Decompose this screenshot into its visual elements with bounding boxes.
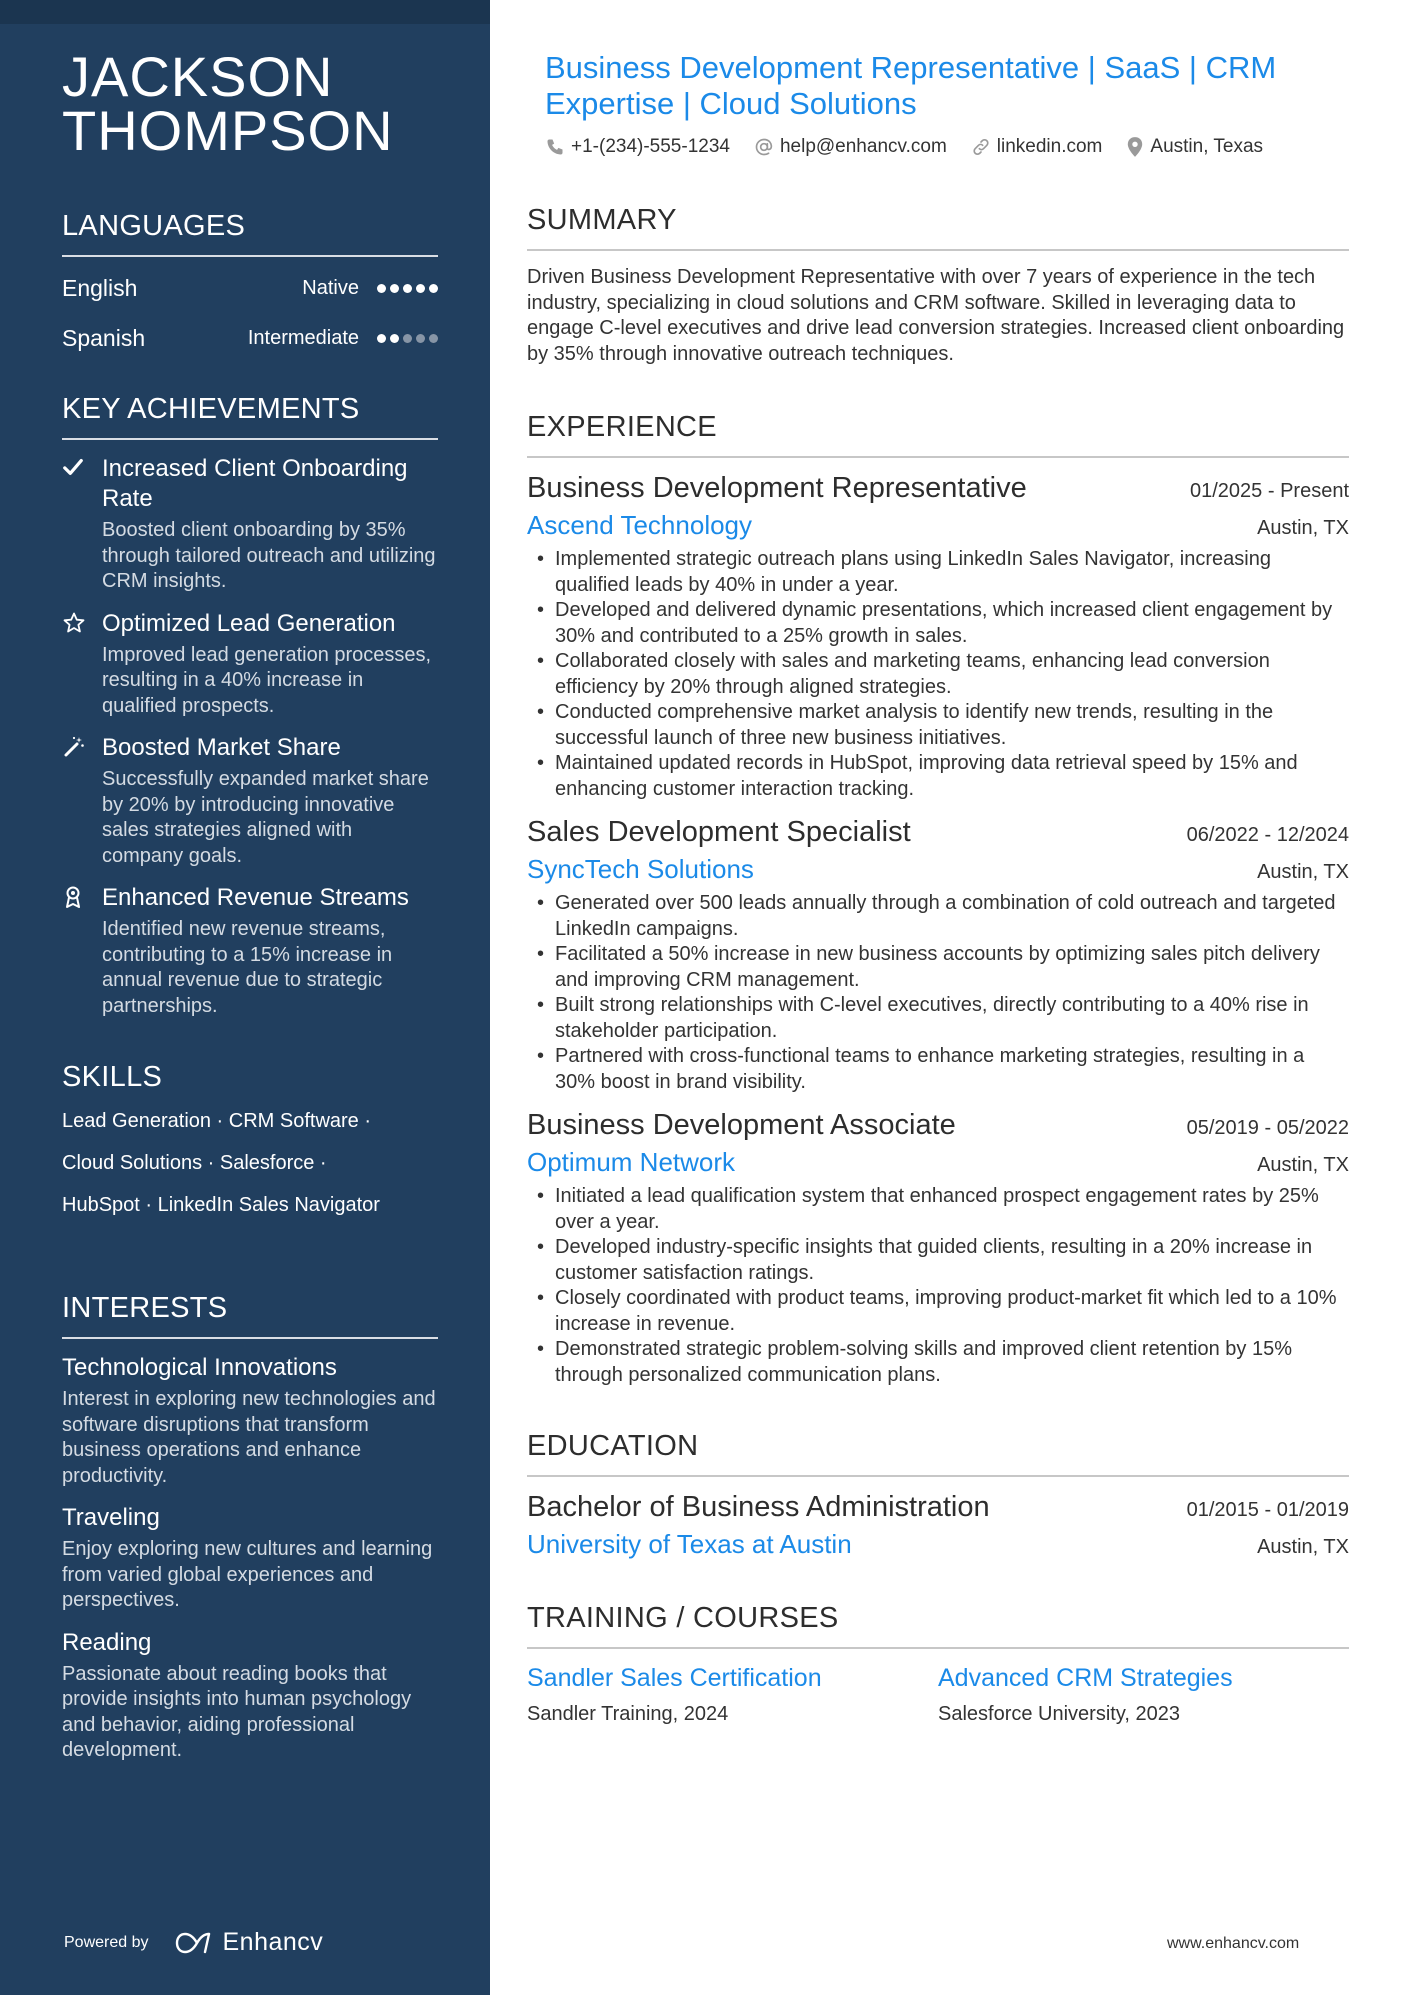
contact-phone[interactable] [545, 136, 730, 158]
interest-desc: Enjoy exploring new cultures and learning from varied global experiences and perspectives. [62, 1538, 433, 1611]
rating-dot [390, 334, 399, 343]
languages-section [62, 210, 438, 363]
job-bullets [527, 547, 1349, 802]
rating-dot [416, 334, 425, 343]
rating-dot [377, 284, 386, 293]
achievement-title: Boosted Market Share [102, 734, 341, 761]
degree-title: Bachelor of Business Administration [527, 1491, 990, 1523]
rating-dot [403, 284, 412, 293]
link-icon [971, 137, 991, 157]
headline: Business Development Representative | SaaS | CRM Expertise | Cloud Solutions [545, 50, 1277, 121]
job-location: Austin, TX [1257, 861, 1349, 883]
interest-title: Reading [62, 1628, 152, 1656]
interest-item [62, 1503, 438, 1614]
course-org: Salesforce University, 2023 [938, 1703, 1180, 1725]
rating-dot [390, 284, 399, 293]
interest-title: Traveling [62, 1504, 160, 1531]
job-title: Business Development Representative [527, 472, 1027, 504]
course-org: Sandler Training, 2024 [527, 1703, 729, 1725]
achievement-desc: Improved lead generation processes, resulting in a 40% increase in qualified prospects. [102, 643, 432, 717]
powered-by [64, 1928, 323, 1957]
job-title: Sales Development Specialist [527, 816, 911, 848]
achievement-item [62, 609, 438, 720]
job-date: 01/2025 - Present [1190, 480, 1349, 502]
language-rating-dots [377, 334, 438, 343]
experience-section [527, 411, 1349, 1388]
sidebar [0, 0, 490, 1995]
job-entry [527, 814, 1349, 1095]
job-bullet: • Implemented strategic outreach plans using LinkedIn Sales Navigator, increasing qualified leads by 40% in under a year. [527, 547, 1349, 598]
job-bullet: • Built strong relationships with C-level executives, directly contributing to a 40% rise in stakeholder participation. [527, 993, 1349, 1044]
job-entry [527, 1107, 1349, 1388]
company-name: Optimum Network [527, 1147, 736, 1177]
job-bullet: • Facilitated a 50% increase in new business accounts by optimizing sales pitch delivery and improving CRM management. [527, 942, 1349, 993]
language-rating-dots [377, 284, 438, 293]
language-level: Native [302, 276, 359, 299]
experience-title: EXPERIENCE [527, 411, 1349, 458]
contact-bar [527, 136, 1349, 158]
school-name: University of Texas at Austin [527, 1529, 852, 1559]
language-name: Spanish [62, 324, 146, 351]
achievements-section [62, 393, 438, 1019]
award-ribbon-icon [62, 883, 102, 1019]
job-title: Business Development Associate [527, 1109, 956, 1141]
location-pin-icon [1126, 136, 1144, 158]
skills-line: Cloud Solutions · Salesforce · [62, 1152, 327, 1174]
job-bullet: • Closely coordinated with product teams, improving product-market fit which led to a 10% increase in revenue. [527, 1286, 1349, 1337]
job-bullet: • Demonstrated strategic problem-solving skills and improved client retention by 15% through personalized communication plans. [527, 1337, 1349, 1388]
star-icon [62, 609, 102, 720]
course-title: Sandler Sales Certification [527, 1664, 822, 1692]
summary-title: SUMMARY [527, 204, 1349, 251]
contact-location [1126, 136, 1263, 158]
achievement-title: Increased Client Onboarding Rate [102, 455, 408, 512]
at-sign-icon [754, 137, 774, 157]
job-location: Austin, TX [1257, 1154, 1349, 1176]
brand-name: Enhancv [222, 1928, 324, 1956]
job-bullet: • Developed industry-specific insights that guided clients, resulting in a 20% increase in customer satisfaction ratings. [527, 1235, 1349, 1286]
job-bullet: • Developed and delivered dynamic presentations, which increased client engagement by 30% and contributed to a 25% growth in sales. [527, 598, 1349, 649]
contact-linkedin[interactable] [971, 136, 1103, 158]
course-item [527, 1661, 938, 1726]
interest-title: Technological Innovations [62, 1354, 337, 1381]
company-name: Ascend Technology [527, 510, 753, 540]
skills-line: Lead Generation · CRM Software · [62, 1110, 372, 1132]
checkmark-icon [62, 454, 102, 595]
job-entry [527, 470, 1349, 802]
skills-title: SKILLS [62, 1061, 163, 1093]
achievement-desc: Successfully expanded market share by 20% by introducing innovative sales strategies aligned with company goals. [102, 768, 429, 867]
enhancv-logo[interactable] [175, 1928, 324, 1957]
candidate-name: JACKSON THOMPSON [62, 45, 394, 162]
job-bullet: • Conducted comprehensive market analysis to identify new trends, resulting in the successful launch of three new business initiatives. [527, 700, 1349, 751]
phone-text: +1-(234)-555-1234 [571, 136, 730, 157]
skills-line: HubSpot · LinkedIn Sales Navigator [62, 1194, 380, 1216]
course-title: Advanced CRM Strategies [938, 1664, 1233, 1692]
job-bullet: • Partnered with cross-functional teams to enhance marketing strategies, resulting in a 30% boost in brand visibility. [527, 1044, 1349, 1095]
sidebar-top-strip [0, 0, 490, 24]
education-entry [527, 1489, 1349, 1560]
main-content [527, 50, 1349, 1726]
rating-dot [377, 334, 386, 343]
interests-title: INTERESTS [62, 1292, 438, 1339]
job-bullet: • Initiated a lead qualification system that enhanced prospect engagement rates by 25% over a year. [527, 1184, 1349, 1235]
powered-by-label: Powered by [64, 1933, 149, 1951]
job-location: Austin, TX [1257, 517, 1349, 539]
email-text: help@enhancv.com [779, 136, 947, 157]
education-location: Austin, TX [1257, 1536, 1349, 1558]
language-level: Intermediate [247, 326, 359, 349]
achievement-item [62, 454, 438, 595]
skills-list [62, 1100, 438, 1226]
job-bullets [527, 1184, 1349, 1388]
rating-dot [403, 334, 412, 343]
interest-desc: Interest in exploring new technologies and software disruptions that transform business operations and enhance productivity. [62, 1388, 436, 1487]
footer-url[interactable]: www.enhancv.com [1167, 1935, 1300, 1952]
job-bullets [527, 891, 1349, 1095]
skills-section [62, 1061, 438, 1226]
interest-item [62, 1353, 438, 1489]
summary-text: Driven Business Development Representative with over 7 years of experience in the tech industry, specializing in cloud solutions and CRM software. Skilled in leveraging data to engage C-level executives and drive lead conversion strategies. Increased client onboarding by 35% through innovative outreach techniques. [527, 266, 1345, 365]
contact-email[interactable] [754, 136, 947, 158]
education-date: 01/2015 - 01/2019 [1186, 1499, 1349, 1521]
language-name: English [62, 274, 138, 301]
job-bullet: • Collaborated closely with sales and marketing teams, enhancing lead conversion efficiency by 20% through aligned strategies. [527, 649, 1349, 700]
education-title: EDUCATION [527, 1430, 1349, 1477]
location-text: Austin, Texas [1150, 136, 1264, 157]
job-bullet: • Generated over 500 leads annually through a combination of cold outreach and targeted LinkedIn campaigns. [527, 891, 1349, 942]
achievement-item [62, 883, 438, 1019]
interest-desc: Passionate about reading books that provide insights into human psychology and behavior, aiding professional development. [62, 1662, 412, 1761]
achievement-title: Optimized Lead Generation [102, 609, 396, 637]
course-item [938, 1661, 1349, 1726]
language-row [62, 313, 438, 363]
magic-wand-icon [62, 733, 102, 869]
training-title: TRAINING / COURSES [527, 1602, 1349, 1649]
summary-section [527, 204, 1349, 367]
linkedin-text: linkedin.com [996, 136, 1103, 157]
rating-dot [416, 284, 425, 293]
interests-section [62, 1292, 438, 1764]
infinity-logo-icon [175, 1931, 219, 1955]
phone-icon [545, 137, 565, 157]
job-date: 06/2022 - 12/2024 [1186, 824, 1349, 846]
education-section [527, 1430, 1349, 1560]
interest-item [62, 1628, 438, 1764]
achievements-title: KEY ACHIEVEMENTS [62, 393, 438, 440]
rating-dot [429, 334, 438, 343]
job-bullet: • Maintained updated records in HubSpot, improving data retrieval speed by 15% and enhancing customer interaction tracking. [527, 751, 1349, 802]
achievement-title: Enhanced Revenue Streams [102, 884, 409, 911]
job-date: 05/2019 - 05/2022 [1186, 1117, 1349, 1139]
company-name: SyncTech Solutions [527, 854, 754, 884]
achievement-item [62, 733, 438, 869]
training-section [527, 1602, 1349, 1726]
languages-title: LANGUAGES [62, 210, 438, 257]
achievement-desc: Boosted client onboarding by 35% through tailored outreach and utilizing CRM insights. [102, 519, 436, 592]
achievement-desc: Identified new revenue streams, contributing to a 15% increase in annual revenue due to strategic partnerships. [102, 918, 393, 1017]
language-row [62, 263, 438, 313]
rating-dot [429, 284, 438, 293]
